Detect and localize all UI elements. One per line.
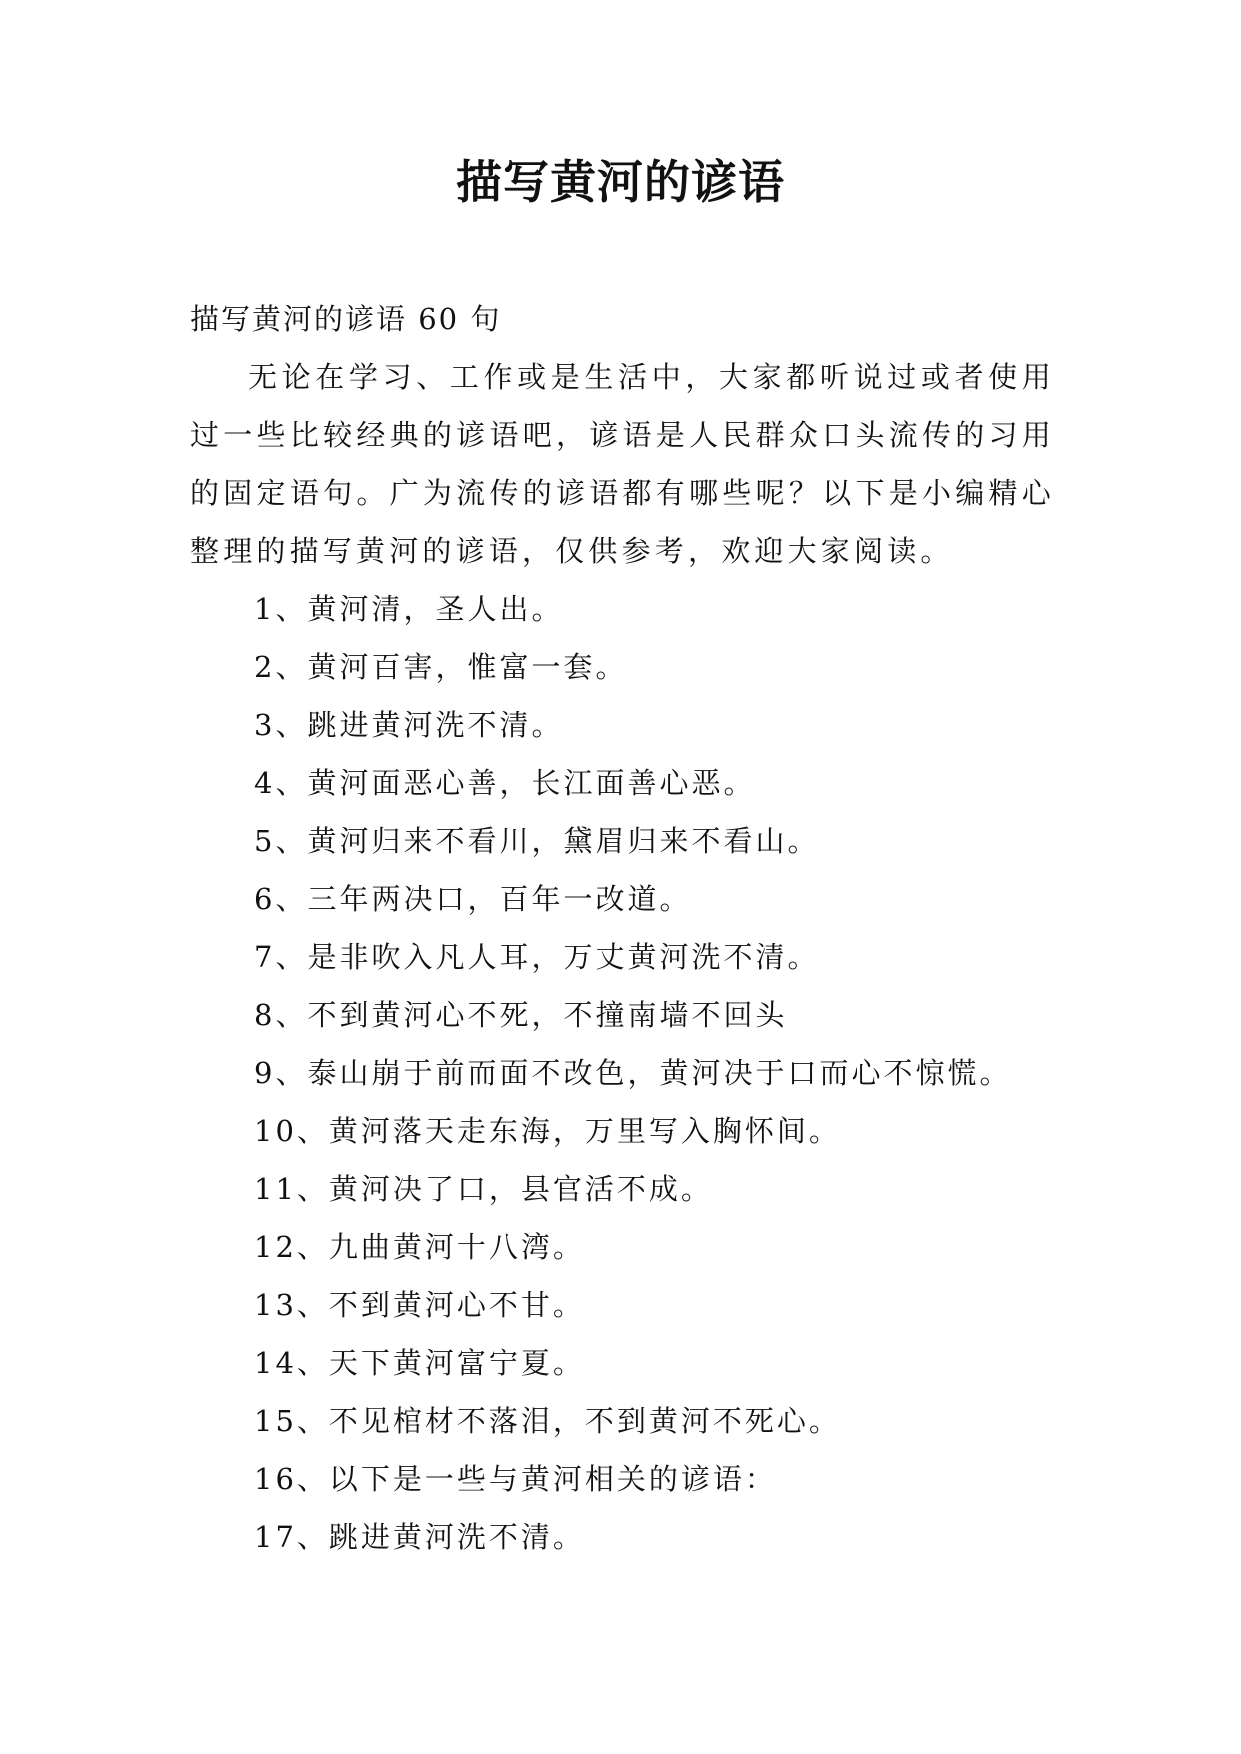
proverb-list: [190, 580, 1055, 1566]
intro-paragraph: 无论在学习、工作或是生活中，大家都听说过或者使用过一些比较经典的谚语吧，谚语是人民群众口头流传的习用的固定语句。广为流传的谚语都有哪些呢？以下是小编精心整理的描写黄河的谚语，仅供参考，欢迎大家阅读。: [190, 360, 1055, 568]
list-item: 12、九曲黄河十八湾。: [254, 1230, 585, 1264]
list-item: 16、以下是一些与黄河相关的谚语：: [254, 1462, 777, 1496]
list-item: 4、黄河面恶心善，长江面善心恶。: [254, 766, 756, 800]
list-item: 17、跳进黄河洗不清。: [254, 1520, 585, 1554]
list-item: 15、不见棺材不落泪，不到黄河不死心。: [254, 1404, 841, 1438]
list-item: 9、泰山崩于前而面不改色，黄河决于口而心不惊慌。: [254, 1056, 1012, 1090]
list-item: 14、天下黄河富宁夏。: [254, 1346, 585, 1380]
list-item: 11、黄河决了口，县官活不成。: [254, 1172, 713, 1206]
list-item: 5、黄河归来不看川，黛眉归来不看山。: [254, 824, 820, 858]
list-item: 10、黄河落天走东海，万里写入胸怀间。: [254, 1114, 841, 1148]
document-subtitle: 描写黄河的谚语 60 句: [190, 302, 502, 336]
list-item: 7、是非吹入凡人耳，万丈黄河洗不清。: [254, 940, 820, 974]
document-body: [190, 290, 1055, 1566]
list-item: 6、三年两决口，百年一改道。: [254, 882, 692, 916]
list-item: 2、黄河百害，惟富一套。: [254, 650, 628, 684]
page-title: 描写黄河的谚语: [456, 155, 785, 209]
list-item: 8、不到黄河心不死，不撞南墙不回头: [254, 998, 788, 1032]
list-item: 1、黄河清，圣人出。: [254, 592, 564, 626]
list-item: 13、不到黄河心不甘。: [254, 1288, 585, 1322]
list-item: 3、跳进黄河洗不清。: [254, 708, 564, 742]
